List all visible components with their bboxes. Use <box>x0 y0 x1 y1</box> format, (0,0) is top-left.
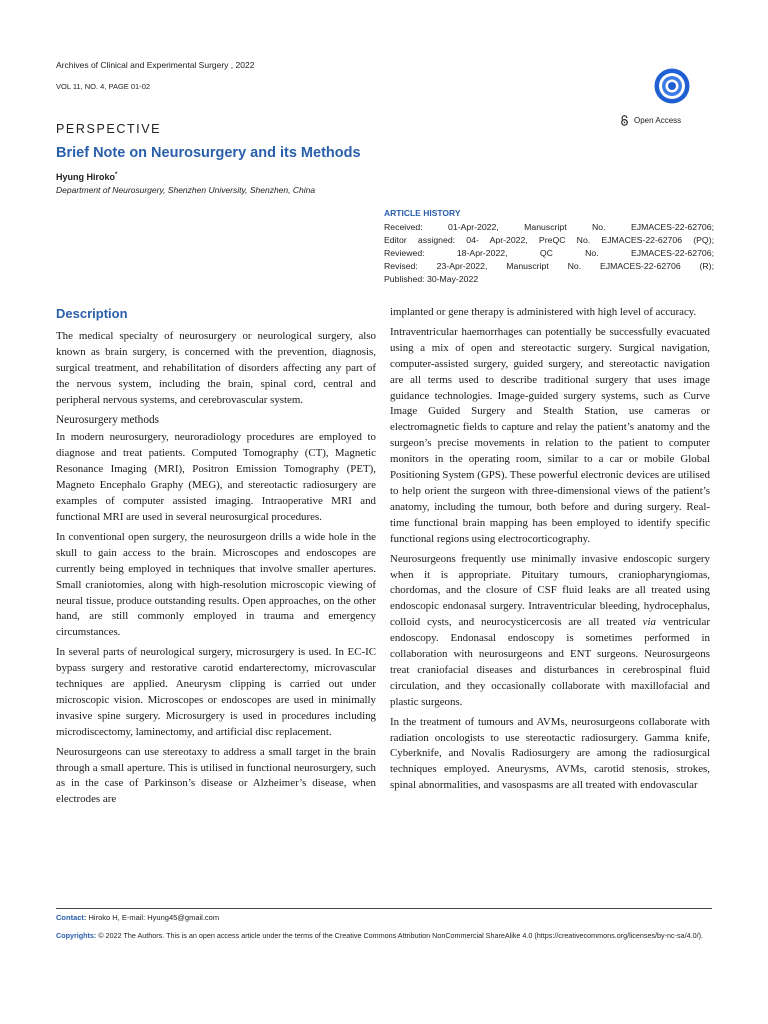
paragraph <box>390 552 710 711</box>
author-affiliation: Department of Neurosurgery, Shenzhen University, Shenzhen, China <box>56 185 316 195</box>
volume-info: VOL 11, NO. 4, PAGE 01-02 <box>56 82 151 91</box>
paragraph: In conventional open surgery, the neurosurgeon drills a wide hole in the skull to gain access to the brain. Microscopes and endoscopes are currently being employed in techniques that involve smaller apertures. Small craniotomies, along with high-resolution microscopic viewing of neural tissue, produce outstanding results. Open approaches, on the other hand, are still commonly employed in trauma and emergency circumstances. <box>56 530 376 639</box>
copyright-text: © 2022 The Authors. This is an open access article under the terms of the Creative Commons Attribution NonCommercial ShareAlike 4.0 (https://creativecommons.org/licenses/by-nc-sa/4.0/). <box>96 931 703 940</box>
journal-name: Archives of Clinical and Experimental Surgery , 2022 <box>56 60 255 70</box>
history-line-published: Published: 30-May-2022 <box>384 273 479 284</box>
left-column <box>56 329 376 899</box>
paragraph: In modern neurosurgery, neuroradiology procedures are employed to diagnose and treat patients. Computed Tomography (CT), Magnetic Resonance Imaging (MRI), Positron Emission Tomography (PET), Magneto Encephalo Graphy (MEG), and stereotactic radiosurgery are examples of computer assisted imaging. Intraoperative MRI and functional MRI are used in several neurosurgical procedures. <box>56 431 376 523</box>
history-line-editor: Editor assigned: 04- Apr-2022, PreQC No. EJMACES-22-62706 (PQ); <box>384 234 714 245</box>
paragraph-text: ventricular endoscopy. Endonasal endoscopy is sometimes performed in collaboration with neurosurgeons and ENT surgeons. Neurosurgeons treat craniofacial diseases and disturbances in cerebrospinal fluid circulation, and they occasionally collaborate with maxillofacial and plastic surgeons. <box>390 616 710 708</box>
copyright-label: Copyrights: <box>56 931 97 940</box>
contact-info <box>56 913 219 922</box>
corresponding-author-mark: * <box>115 172 118 178</box>
author-name-text: Hyung Hiroko <box>56 172 116 182</box>
history-line-revised: Revised: 23-Apr-2022, Manuscript No. EJMACES-22-62706 (R); <box>384 260 714 271</box>
open-lock-icon <box>620 115 629 126</box>
contact-text: Hiroko H, E-mail: Hyung45@gmail.com <box>86 913 220 922</box>
copyright-notice <box>56 930 716 941</box>
subheading-methods: Neurosurgery methods <box>56 413 160 426</box>
paragraph: implanted or gene therapy is administered with high level of accuracy. <box>390 306 697 318</box>
contact-label: Contact: <box>56 913 87 922</box>
history-line-received: Received: 01-Apr-2022, Manuscript No. EJMACES-22-62706; <box>384 222 714 232</box>
footer-divider <box>56 908 712 909</box>
right-column <box>390 305 710 900</box>
paragraph-text: Neurosurgeons frequently use minimally invasive endoscopic surgery when it is appropriate. Pituitary tumours, craniopharyngiomas, chordomas, and the closure of CSF fluid leaks are all treated using endoscopic endonasal surgery. Intraventricular bleeding, hydrocephalus, colloid cysts, and neurocysticercosis are all treated <box>390 552 710 629</box>
paragraph: The medical specialty of neurosurgery or neurological surgery, also known as brain surgery, is concerned with the prevention, diagnosis, surgical treatment, and rehabilitation of disorders affecting any part of the nervous system, including the brain, spinal cord, central and peripheral nervous systems, and cerebrovascular system. <box>56 330 376 406</box>
section-heading-description: Description <box>56 306 128 321</box>
article-history-heading: ARTICLE HISTORY <box>384 208 461 218</box>
open-access-badge <box>620 115 681 126</box>
article-history <box>384 221 714 286</box>
journal-logo-icon <box>653 67 691 105</box>
paragraph: In the treatment of tumours and AVMs, neurosurgeons collaborate with radiation oncologists to use stereotactic radiosurgery. Gamma knife, Cyberknife, and Novalis Radiosurgery are among the radiosurgical techniques employed. Aneurysms, AVMs, carotid stenosis, strokes, spinal abnormalities, and vasospasms are all treated with endovascular <box>390 715 710 792</box>
article-type: PERSPECTIVE <box>56 122 162 136</box>
paragraph: Intraventricular haemorrhages can potentially be successfully evacuated using a mix of open and stereotactic surgery. Surgical navigation, computer-assisted surgery, guided surgery, and stereotactic navigation are all terms used to describe traditional surgery that uses image guidance technologies. Image-guided surgery systems, such as Curve Image Guided Surgery and Stealth Station, use cameras or electromagnetic fields to capture and relay the patient’s anatomy and the surgeon’s precise movements in relation to the patient to computer monitors in the operating room, similar to a car or mobile Global Positioning System (GPS). These powerful electronic devices are utilised to help orient the surgeon with three-dimensional views of the patient’s anatomy, including the tumour, both before and during surgery. Real-time functional brain mapping has been employed to identify specific functional regions using electrocorticography. <box>390 325 710 545</box>
history-line-reviewed: Reviewed: 18-Apr-2022, QC No. EJMACES-22-62706; <box>384 247 714 258</box>
article-title: Brief Note on Neurosurgery and its Methods <box>56 145 361 161</box>
author-name <box>56 172 117 182</box>
paragraph: In several parts of neurological surgery, microsurgery is used. In EC-IC bypass surgery and restorative carotid endarterectomy, microvascular techniques are applied. Aneurysm clipping is carried out under microscopic vision. Microscopes or endoscopes are used in minimally invasive spine surgery. Microsurgery is used in procedures including microdiscectomy, laminectomy, and artificial disc replacement. <box>56 646 376 738</box>
paragraph: Neurosurgeons can use stereotaxy to address a small target in the brain through a small aperture. This is utilised in functional neurosurgery, such as in the case of Parkinson’s disease or Alzheimer’s disease, when electrodes are <box>56 745 376 806</box>
open-access-label: Open Access <box>634 116 682 125</box>
via-italic: via <box>642 616 656 629</box>
